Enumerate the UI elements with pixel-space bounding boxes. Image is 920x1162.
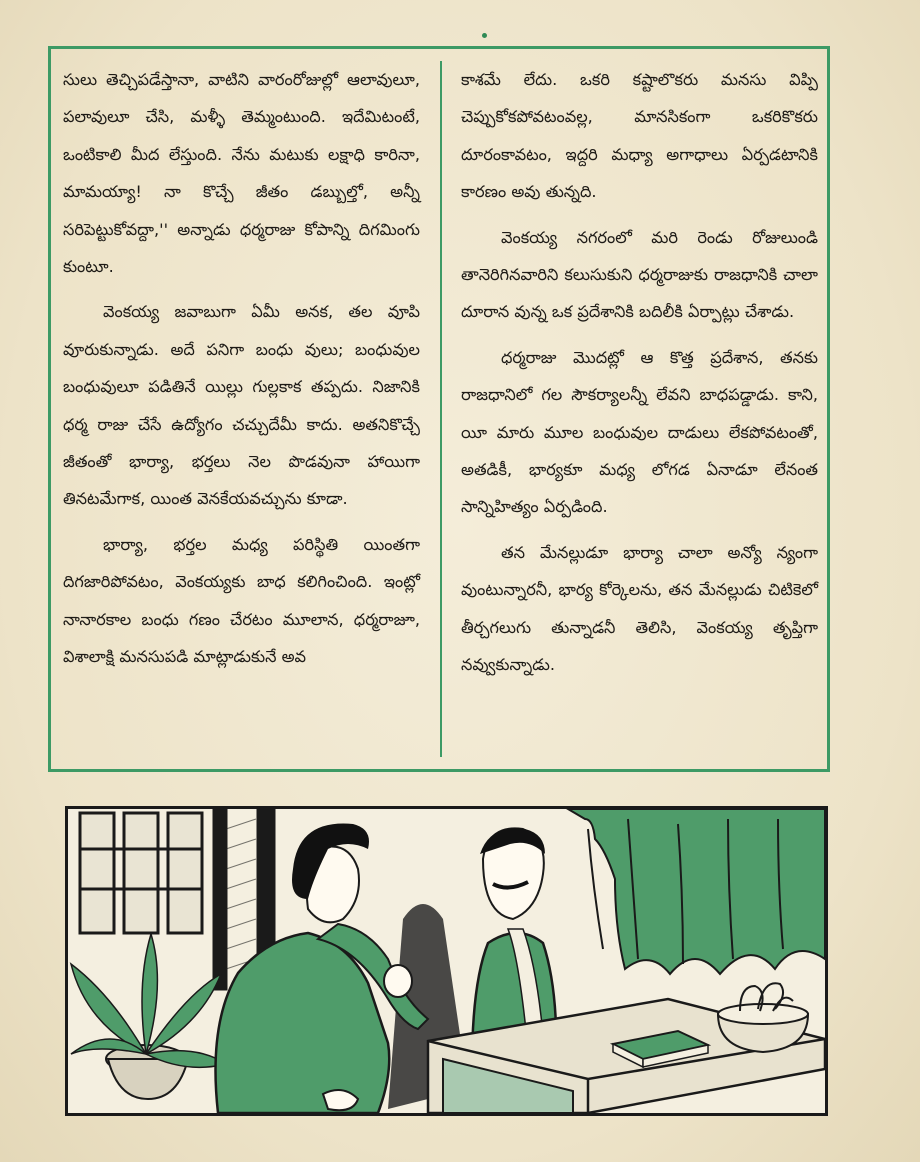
paragraph: ధర్మరాజు మొదట్లో ఆ కొత్త ప్రదేశాన, తనకు రాజధానిలో గల సౌకర్యాలన్నీ లేవని బాధపడ్డాడు. కాని, యీ మారు మూల బంధువుల దాడులు లేకపోవటంతో, అతడికీ, భార్యకూ మధ్య లోగడ ఏనాడూ లేనంత సాన్నిహిత్యం ఏర్పడింది. <box>461 347 818 517</box>
story-illustration <box>65 806 828 1116</box>
story-text-frame <box>48 46 830 772</box>
paragraph: వెంకయ్య నగరంలో మరి రెండు రోజులుండి తానెరిగినవారిని కలుసుకుని ధర్మరాజుకు రాజధానికి చాలా దూరాన వున్న ఒక ప్రదేశానికి బదిలీకి ఏర్పాట్లు చేశాడు. <box>461 227 818 322</box>
paragraph: సులు తెచ్చిపడేస్తానా, వాటిని వారంరోజుల్లో ఆలావులూ, పలావులూ చేసి, మళ్ళీ తెమ్మంటుంది. ఇదేమిటంటే, ఒంటికాలి మీద లేస్తుంది. నేను మటుకు లక్షాధి కారినా, మామయ్యా! నా కొచ్చే జీతం డబ్బుల్తో, అన్నీ సరిపెట్టుకోవద్దా,'' అన్నాడు ధర్మరాజు కోపాన్ని దిగమింగు కుంటూ. <box>63 70 420 277</box>
paragraph: తన మేనల్లుడూ భార్యా చాలా అన్యో న్యంగా వుంటున్నారనీ, భార్య కోర్కెలను, తన మేనల్లుడు చిటికెలో తీర్చగలుగు తున్నాడనీ తెలిసి, వెంకయ్య తృప్తిగా నవ్వుకున్నాడు. <box>461 542 818 675</box>
page-dot-mark <box>482 33 487 38</box>
paragraph: భార్యా, భర్తల మధ్య పరిస్థితి యింతగా దిగజారిపోవటం, వెంకయ్యకు బాధ కలిగించింది. ఇంట్లో నానారకాల బంధు గణం చేరటం మూలాన, ధర్మరాజూ, విశాలాక్షి మనసుపడి మాట్లాడుకునే అవ <box>63 534 420 667</box>
right-column <box>461 61 818 684</box>
column-divider <box>440 61 442 757</box>
left-column <box>63 61 420 676</box>
paragraph: వెంకయ్య జవాబుగా ఏమీ అనక, తల వూపి వూరుకున్నాడు. అదే పనిగా బంధు వులు; బంధువుల బంధువులూ పడితినే యిల్లు గుల్లకాక తప్పదు. నిజానికి ధర్మ రాజు చేసే ఉద్యోగం చచ్చుదేమీ కాదు. అతనికొచ్చే జీతంతో భార్యా, భర్తలు నెల పొడవునా హాయిగా తినటమేగాక, యింత వెనకేయవచ్చును కూడా. <box>63 302 420 509</box>
paragraph: కాశమే లేదు. ఒకరి కష్టాలొకరు మనసు విప్పి చెప్పుకోకపోవటంవల్ల, మానసికంగా ఒకరికొకరు దూరంకావటం, ఇద్దరి మధ్యా అగాధాలు ఏర్పడటానికి కారణం అవు తున్నది. <box>461 70 818 202</box>
